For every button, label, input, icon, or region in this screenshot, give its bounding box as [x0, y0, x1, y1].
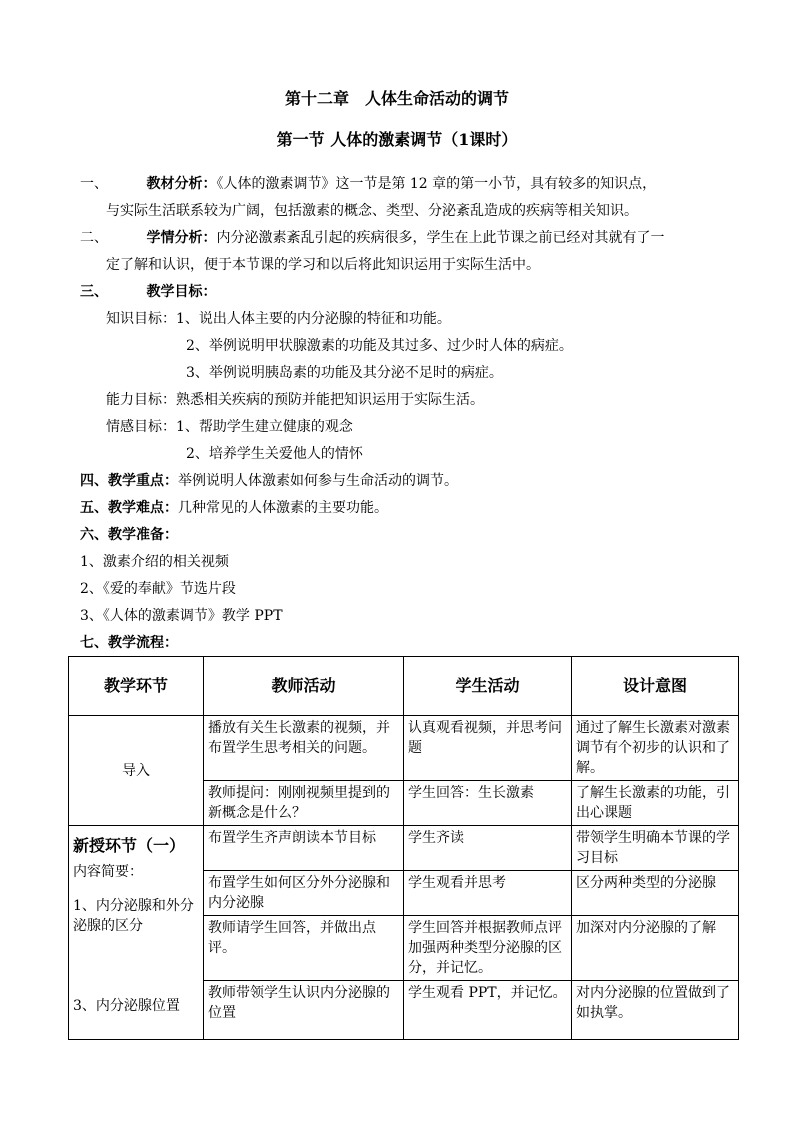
new-student-1: 学生齐读: [404, 826, 572, 871]
section-5-text: 几种常见的人体激素的主要功能。: [178, 500, 388, 516]
section-1-line-1: [80, 174, 656, 194]
intro-student-2: 学生回答：生长激素: [404, 781, 572, 826]
section-1-text-b: 与实际生活联系较为广阔，包括激素的概念、类型、分泌紊乱造成的疾病等相关知识。: [106, 203, 638, 219]
header-student: 学生活动: [404, 657, 572, 716]
section-7-label: 七、教学流程：: [80, 635, 178, 651]
new-student-4: 学生观看 PPT，并记忆。: [404, 981, 572, 1040]
section-6-label: 六、教学准备：: [80, 527, 178, 543]
intro-teacher-2: 教师提问：刚刚视频里提到的新概念是什么？: [204, 781, 404, 826]
table-row: [69, 716, 739, 781]
section-3-heading: [80, 282, 216, 302]
header-intent: 设计意图: [572, 657, 739, 716]
section-3-label: 教学目标：: [146, 284, 217, 300]
new-student-3: 学生回答并根据教师点评加强两种类型分泌腺的区分，并记忆。: [404, 916, 572, 981]
new-stage-title: 新授环节（一）: [73, 836, 186, 855]
ability-text: 熟悉相关疾病的预防并能把知识运用于实际生活。: [176, 392, 484, 408]
emotion-item-1: 1、帮助学生建立健康的观念: [176, 419, 353, 435]
new-stage-item-1: 1、内分泌腺和外分泌腺的区分: [73, 898, 194, 934]
new-stage-cell: [69, 826, 204, 1040]
section-4-label: 四、教学重点：: [80, 473, 178, 489]
new-student-2: 学生观看并思考: [404, 871, 572, 916]
new-stage-sub: 内容简要：: [73, 864, 143, 880]
chapter-title: 第十二章 人体生命活动的调节: [284, 89, 509, 108]
new-intent-4: 对内分泌腺的位置做到了如执掌。: [572, 981, 739, 1040]
knowledge-item-2: 2、举例说明甲状腺激素的功能及其过多、过少时人体的病症。: [186, 338, 573, 354]
new-intent-1: 带领学生明确本节课的学习目标: [572, 826, 739, 871]
section-1-text-a: 《人体的激素调节》这一节是第 12 章的第一小节，具有较多的知识点，: [216, 176, 657, 192]
intro-teacher-1: 播放有关生长激素的视频，并布置学生思考相关的问题。: [204, 716, 404, 781]
section-title: 第一节 人体的激素调节（1课时）: [276, 130, 518, 149]
new-intent-2: 区分两种类型的分泌腺: [572, 871, 739, 916]
new-stage-item-2: 3、内分泌腺位置: [73, 998, 180, 1014]
table-row: [69, 826, 739, 871]
intro-intent-2: 了解生长激素的功能，引出心课题: [572, 781, 739, 826]
intro-intent-1: 通过了解生长激素对激素调节有个初步的认识和了解。: [572, 716, 739, 781]
prep-item-3: 3、《人体的激素调节》教学 PPT: [80, 608, 283, 624]
section-3-number: 三、: [80, 284, 108, 300]
section-2-text-b: 定了解和认识，便于本节课的学习和以后将此知识运用于实际生活中。: [106, 257, 540, 273]
new-teacher-4: 教师带领学生认识内分泌腺的位置: [204, 981, 404, 1040]
knowledge-item-1: 1、说出人体主要的内分泌腺的特征和功能。: [176, 311, 451, 327]
section-5: [80, 498, 388, 518]
header-teacher: 教师活动: [204, 657, 404, 716]
emotion-label: 情感目标：: [106, 419, 176, 435]
prep-item-1: 1、激素介绍的相关视频: [80, 554, 229, 570]
section-4: [80, 471, 458, 491]
section-5-label: 五、教学难点：: [80, 500, 178, 516]
teaching-flow-table: [68, 656, 739, 1040]
intro-stage-cell: 导入: [69, 716, 204, 826]
section-1-label: 教材分析：: [146, 176, 217, 192]
emotion-goal-1: [106, 417, 353, 437]
ability-goal: [106, 390, 484, 410]
section-4-text: 举例说明人体激素如何参与生命活动的调节。: [178, 473, 458, 489]
section-2-text-a: 内分泌激素紊乱引起的疾病很多，学生在上此节课之前已经对其就有了一: [216, 230, 665, 246]
new-teacher-2: 布置学生如何区分外分泌腺和内分泌腺: [204, 871, 404, 916]
intro-student-1: 认真观看视频，并思考问题: [404, 716, 572, 781]
new-teacher-1: 布置学生齐声朗读本节目标: [204, 826, 404, 871]
section-2-line-1: [80, 228, 664, 248]
prep-item-2: 2、《爱的奉献》节选片段: [80, 581, 236, 597]
table-header-row: [69, 657, 739, 716]
new-teacher-3: 教师请学生回答，并做出点评。: [204, 916, 404, 981]
emotion-item-2: 2、培养学生关爱他人的情怀: [186, 446, 363, 462]
knowledge-label: 知识目标：: [106, 311, 176, 327]
section-1-number: 一、: [80, 176, 108, 192]
section-2-label: 学情分析：: [146, 230, 217, 246]
new-intent-3: 加深对内分泌腺的了解: [572, 916, 739, 981]
section-2-number: 二、: [80, 230, 108, 246]
ability-label: 能力目标：: [106, 392, 176, 408]
header-stage: 教学环节: [69, 657, 204, 716]
knowledge-goal-1: [106, 309, 451, 329]
knowledge-item-3: 3、举例说明胰岛素的功能及其分泌不足时的病症。: [186, 365, 503, 381]
